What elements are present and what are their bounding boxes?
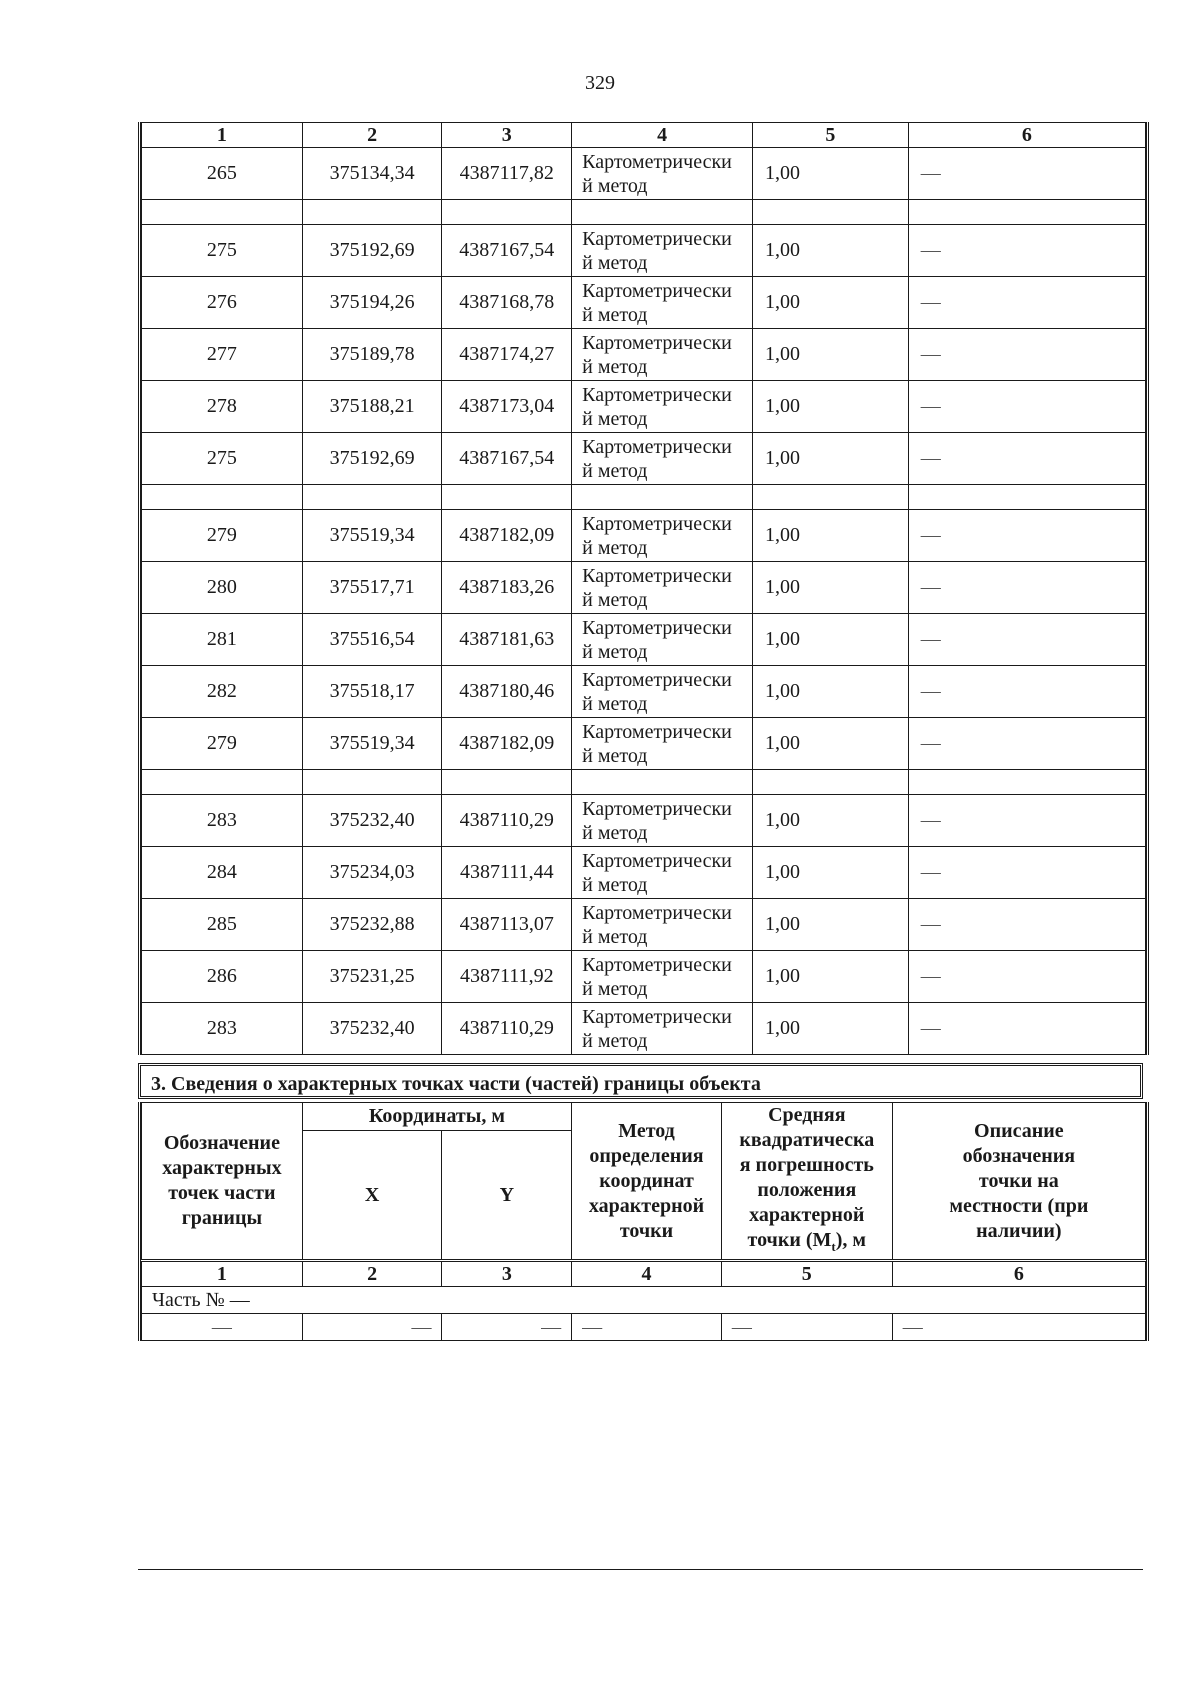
method: Картометрически й метод xyxy=(572,1003,753,1055)
table-row xyxy=(142,718,1146,770)
y-coordinate: 4387182,09 xyxy=(442,718,572,770)
coordinates-table xyxy=(141,122,1146,1055)
column-number: 6 xyxy=(892,1261,1145,1287)
y-coordinate: 4387180,46 xyxy=(442,666,572,718)
point-description: — xyxy=(908,510,1145,562)
point-number: 281 xyxy=(142,614,303,666)
separator-row xyxy=(142,200,1146,225)
column-number: 3 xyxy=(442,123,572,148)
x-coordinate: 375516,54 xyxy=(302,614,442,666)
column-number: 2 xyxy=(302,123,442,148)
empty-cell xyxy=(572,485,753,510)
y-coordinate: 4387110,29 xyxy=(442,795,572,847)
dash-cell: — xyxy=(721,1314,892,1341)
point-description: — xyxy=(908,225,1145,277)
dash-cell: — xyxy=(572,1314,722,1341)
point-number: 282 xyxy=(142,666,303,718)
x-coordinate: 375189,78 xyxy=(302,329,442,381)
method: Картометрически й метод xyxy=(572,718,753,770)
column-number: 5 xyxy=(721,1261,892,1287)
method: Картометрически й метод xyxy=(572,899,753,951)
parts-column-number-row xyxy=(142,1261,1146,1287)
separator-row xyxy=(142,770,1146,795)
x-coordinate: 375232,40 xyxy=(302,795,442,847)
x-coordinate: 375194,26 xyxy=(302,277,442,329)
y-coordinate: 4387182,09 xyxy=(442,510,572,562)
point-description: — xyxy=(908,614,1145,666)
empty-cell xyxy=(753,770,909,795)
table-row xyxy=(142,329,1146,381)
separator-row xyxy=(142,485,1146,510)
x-coordinate: 375232,40 xyxy=(302,1003,442,1055)
mean-error: 1,00 xyxy=(753,847,909,899)
point-number: 275 xyxy=(142,225,303,277)
empty-cell xyxy=(142,485,303,510)
table-row xyxy=(142,847,1146,899)
empty-cell xyxy=(302,485,442,510)
table-row xyxy=(142,899,1146,951)
x-coordinate: 375231,25 xyxy=(302,951,442,1003)
empty-cell xyxy=(753,200,909,225)
y-coordinate: 4387167,54 xyxy=(442,433,572,485)
empty-cell xyxy=(908,200,1145,225)
column-number: 4 xyxy=(572,1261,722,1287)
x-coordinate: 375519,34 xyxy=(302,510,442,562)
point-number: 280 xyxy=(142,562,303,614)
page-number: 329 xyxy=(585,72,615,94)
x-coordinate: 375192,69 xyxy=(302,433,442,485)
point-description: — xyxy=(908,148,1145,200)
mean-error: 1,00 xyxy=(753,148,909,200)
method: Картометрически й метод xyxy=(572,614,753,666)
method: Картометрически й метод xyxy=(572,562,753,614)
part-label-row xyxy=(142,1287,1146,1314)
empty-cell xyxy=(753,485,909,510)
y-coordinate: 4387168,78 xyxy=(442,277,572,329)
point-description: — xyxy=(908,951,1145,1003)
point-number: 265 xyxy=(142,148,303,200)
empty-cell xyxy=(442,485,572,510)
empty-cell xyxy=(442,770,572,795)
point-description: — xyxy=(908,847,1145,899)
mean-error: 1,00 xyxy=(753,510,909,562)
y-coordinate: 4387181,63 xyxy=(442,614,572,666)
coordinates-table-container xyxy=(138,122,1149,1055)
method: Картометрически й метод xyxy=(572,847,753,899)
method: Картометрически й метод xyxy=(572,381,753,433)
empty-cell xyxy=(442,200,572,225)
point-description: — xyxy=(908,562,1145,614)
column-number: 1 xyxy=(142,1261,303,1287)
header-description: Описание обозначения точки на местности (при наличии) xyxy=(892,1103,1145,1261)
empty-cell xyxy=(572,770,753,795)
mean-error: 1,00 xyxy=(753,329,909,381)
x-coordinate: 375188,21 xyxy=(302,381,442,433)
dash-cell: — xyxy=(892,1314,1145,1341)
point-number: 283 xyxy=(142,1003,303,1055)
point-number: 278 xyxy=(142,381,303,433)
point-description: — xyxy=(908,718,1145,770)
method: Картометрически й метод xyxy=(572,510,753,562)
part-empty-row xyxy=(142,1314,1146,1341)
table-row xyxy=(142,381,1146,433)
column-number-row xyxy=(142,123,1146,148)
y-coordinate: 4387113,07 xyxy=(442,899,572,951)
column-number: 6 xyxy=(908,123,1145,148)
point-description: — xyxy=(908,433,1145,485)
mean-error: 1,00 xyxy=(753,225,909,277)
mean-error: 1,00 xyxy=(753,718,909,770)
section-3-title: 3. Сведения о характерных точках части (частей) границы объекта xyxy=(138,1063,1143,1099)
point-number: 284 xyxy=(142,847,303,899)
part-label: Часть № — xyxy=(142,1287,1146,1314)
empty-cell xyxy=(908,770,1145,795)
dash-cell: — xyxy=(302,1314,442,1341)
point-number: 279 xyxy=(142,718,303,770)
mean-error: 1,00 xyxy=(753,899,909,951)
mean-error: 1,00 xyxy=(753,277,909,329)
dash-cell: — xyxy=(442,1314,572,1341)
x-coordinate: 375234,03 xyxy=(302,847,442,899)
mean-error: 1,00 xyxy=(753,666,909,718)
y-coordinate: 4387111,92 xyxy=(442,951,572,1003)
point-description: — xyxy=(908,666,1145,718)
table-row xyxy=(142,562,1146,614)
mean-error: 1,00 xyxy=(753,433,909,485)
x-coordinate: 375517,71 xyxy=(302,562,442,614)
table-row xyxy=(142,277,1146,329)
mean-error: 1,00 xyxy=(753,562,909,614)
mean-error: 1,00 xyxy=(753,795,909,847)
table-row xyxy=(142,666,1146,718)
method: Картометрически й метод xyxy=(572,148,753,200)
method: Картометрически й метод xyxy=(572,277,753,329)
column-number: 4 xyxy=(572,123,753,148)
x-coordinate: 375519,34 xyxy=(302,718,442,770)
method: Картометрически й метод xyxy=(572,795,753,847)
table-row xyxy=(142,951,1146,1003)
column-number: 5 xyxy=(753,123,909,148)
table-row xyxy=(142,148,1146,200)
empty-cell xyxy=(908,485,1145,510)
header-point-designation: Обозначение характерных точек части границы xyxy=(142,1103,303,1261)
point-number: 283 xyxy=(142,795,303,847)
point-number: 279 xyxy=(142,510,303,562)
point-description: — xyxy=(908,1003,1145,1055)
method: Картометрически й метод xyxy=(572,225,753,277)
y-coordinate: 4387111,44 xyxy=(442,847,572,899)
y-coordinate: 4387110,29 xyxy=(442,1003,572,1055)
point-number: 276 xyxy=(142,277,303,329)
y-coordinate: 4387183,26 xyxy=(442,562,572,614)
x-coordinate: 375518,17 xyxy=(302,666,442,718)
point-number: 285 xyxy=(142,899,303,951)
y-coordinate: 4387173,04 xyxy=(442,381,572,433)
table-row xyxy=(142,433,1146,485)
header-method: Метод определения координат характерной точки xyxy=(572,1103,722,1261)
column-number: 2 xyxy=(302,1261,442,1287)
point-number: 277 xyxy=(142,329,303,381)
column-number: 3 xyxy=(442,1261,572,1287)
x-coordinate: 375192,69 xyxy=(302,225,442,277)
x-coordinate: 375134,34 xyxy=(302,148,442,200)
method: Картометрически й метод xyxy=(572,329,753,381)
empty-cell xyxy=(302,770,442,795)
header-mean-error: Средняя квадратическа я погрешность положения характерной точки $(M_t)$, м xyxy=(721,1103,892,1261)
table-row xyxy=(142,795,1146,847)
x-coordinate: 375232,88 xyxy=(302,899,442,951)
empty-cell xyxy=(142,770,303,795)
point-description: — xyxy=(908,381,1145,433)
y-coordinate: 4387167,54 xyxy=(442,225,572,277)
point-number: 275 xyxy=(142,433,303,485)
y-coordinate: 4387117,82 xyxy=(442,148,572,200)
point-description: — xyxy=(908,329,1145,381)
mean-error: 1,00 xyxy=(753,951,909,1003)
mean-error: 1,00 xyxy=(753,614,909,666)
table-row xyxy=(142,225,1146,277)
method: Картометрически й метод xyxy=(572,666,753,718)
dash-cell: — xyxy=(142,1314,303,1341)
parts-header-row xyxy=(142,1103,1146,1131)
method: Картометрически й метод xyxy=(572,433,753,485)
parts-table xyxy=(141,1102,1146,1341)
empty-cell xyxy=(142,200,303,225)
table-row xyxy=(142,614,1146,666)
mean-error: 1,00 xyxy=(753,1003,909,1055)
method: Картометрически й метод xyxy=(572,951,753,1003)
empty-cell xyxy=(302,200,442,225)
column-number: 1 xyxy=(142,123,303,148)
mean-error: 1,00 xyxy=(753,381,909,433)
footer-rule xyxy=(138,1569,1143,1570)
point-number: 286 xyxy=(142,951,303,1003)
header-x: X xyxy=(302,1131,442,1261)
table-row xyxy=(142,1003,1146,1055)
header-y: Y xyxy=(442,1131,572,1261)
parts-table-container xyxy=(138,1102,1149,1341)
point-description: — xyxy=(908,795,1145,847)
table-row xyxy=(142,510,1146,562)
point-description: — xyxy=(908,899,1145,951)
empty-cell xyxy=(572,200,753,225)
point-description: — xyxy=(908,277,1145,329)
header-coordinates: Координаты, м xyxy=(302,1103,571,1131)
y-coordinate: 4387174,27 xyxy=(442,329,572,381)
